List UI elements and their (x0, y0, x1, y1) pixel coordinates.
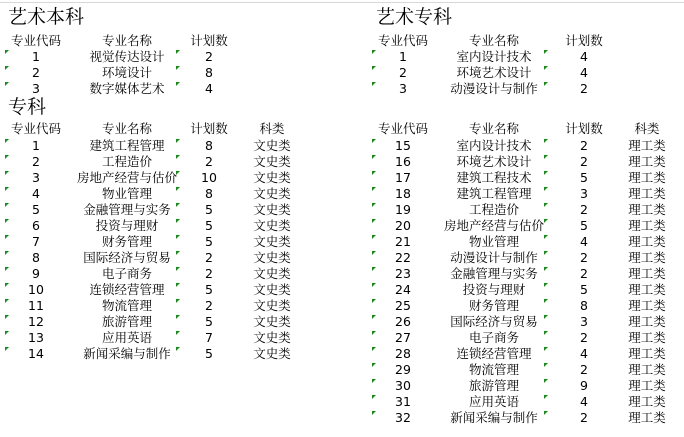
cell-name: 室内设计技术 (456, 138, 532, 153)
cell-name: 工程造价 (101, 154, 152, 169)
cell-marker (372, 235, 376, 239)
cell-code: 14 (28, 346, 44, 361)
cell-plan: 8 (205, 65, 213, 80)
column-header-plan: 计划数 (190, 121, 228, 136)
cell-category: 文史类 (253, 234, 291, 249)
cell-marker (544, 50, 548, 54)
cell-plan: 5 (205, 234, 213, 249)
cell-plan: 2 (580, 250, 588, 265)
cell-marker (544, 82, 548, 86)
cell-name: 金融管理与实务 (83, 202, 171, 217)
cell-code: 12 (28, 314, 44, 329)
cell-plan: 4 (205, 81, 213, 96)
cell-plan: 2 (580, 81, 588, 96)
cell-marker (544, 219, 548, 223)
column-header-code: 专业代码 (10, 121, 61, 136)
cell-plan: 2 (580, 362, 588, 377)
cell-code: 18 (395, 186, 411, 201)
cell-plan: 3 (580, 314, 588, 329)
cell-code: 3 (32, 81, 40, 96)
cell-code: 9 (32, 266, 40, 281)
cell-name: 投资与理财 (462, 282, 526, 297)
cell-marker (372, 251, 376, 255)
cell-plan: 2 (580, 154, 588, 169)
cell-code: 25 (395, 298, 411, 313)
cell-name: 物流管理 (468, 362, 519, 377)
cell-marker (372, 267, 376, 271)
cell-name: 物业管理 (468, 234, 519, 249)
cell-marker (176, 299, 180, 303)
cell-code: 21 (395, 234, 411, 249)
cell-code: 20 (395, 218, 411, 233)
cell-name: 建筑工程管理 (456, 186, 532, 201)
cell-code: 27 (395, 330, 411, 345)
cell-name: 电子商务 (101, 266, 152, 281)
cell-code: 3 (32, 170, 40, 185)
cell-marker (372, 315, 376, 319)
cell-plan: 5 (205, 282, 213, 297)
cell-marker (176, 251, 180, 255)
cell-marker (544, 66, 548, 70)
cell-marker (544, 203, 548, 207)
cell-code: 16 (395, 154, 411, 169)
cell-code: 17 (395, 170, 411, 185)
cell-marker (372, 155, 376, 159)
cell-name: 投资与理财 (95, 218, 159, 233)
cell-name: 环境艺术设计 (456, 154, 532, 169)
cell-name: 房地产经营与估价 (76, 170, 177, 185)
cell-marker (544, 155, 548, 159)
cell-category: 理工类 (628, 378, 666, 393)
cell-code: 1 (32, 138, 40, 153)
cell-category: 理工类 (628, 410, 666, 425)
cell-marker (176, 171, 180, 175)
cell-plan: 4 (580, 234, 588, 249)
cell-marker (5, 299, 9, 303)
cell-marker (544, 251, 548, 255)
cell-category: 文史类 (253, 346, 291, 361)
cell-code: 2 (399, 65, 407, 80)
cell-name: 数字媒体艺术 (89, 81, 165, 96)
cell-code: 23 (395, 266, 411, 281)
cell-marker (372, 395, 376, 399)
cell-marker (544, 187, 548, 191)
cell-marker (544, 267, 548, 271)
column-header-name: 专业名称 (101, 33, 152, 48)
cell-plan: 8 (205, 186, 213, 201)
cell-category: 文史类 (253, 330, 291, 345)
column-header-category: 科类 (259, 121, 285, 136)
college-title: 专科 (8, 96, 47, 118)
cell-name: 国际经济与贸易 (83, 250, 171, 265)
cell-category: 理工类 (628, 362, 666, 377)
cell-marker (372, 363, 376, 367)
cell-marker (5, 331, 9, 335)
cell-plan: 4 (580, 49, 588, 64)
cell-marker (372, 82, 376, 86)
cell-marker (5, 251, 9, 255)
column-header-name: 专业名称 (468, 33, 519, 48)
cell-plan: 2 (580, 138, 588, 153)
cell-name: 动漫设计与制作 (450, 250, 538, 265)
cell-plan: 3 (580, 186, 588, 201)
cell-marker (5, 347, 9, 351)
cell-code: 30 (395, 378, 411, 393)
cell-marker (5, 267, 9, 271)
cell-name: 建筑工程技术 (456, 170, 532, 185)
cell-marker (372, 411, 376, 415)
cell-marker (176, 139, 180, 143)
cell-code: 31 (395, 394, 411, 409)
cell-marker (5, 66, 9, 70)
cell-name: 房地产经营与估价 (443, 218, 544, 233)
cell-plan: 8 (205, 138, 213, 153)
cell-code: 4 (32, 186, 40, 201)
cell-name: 新闻采编与制作 (83, 346, 171, 361)
cell-marker (5, 82, 9, 86)
cell-name: 视觉传达设计 (89, 49, 165, 64)
cell-name: 室内设计技术 (456, 49, 532, 64)
cell-marker (372, 66, 376, 70)
cell-category: 文史类 (253, 202, 291, 217)
cell-marker (544, 363, 548, 367)
cell-marker (544, 395, 548, 399)
sheet-top-border (0, 2, 684, 3)
cell-code: 1 (32, 49, 40, 64)
cell-name: 连锁经营管理 (456, 346, 532, 361)
column-header-name: 专业名称 (468, 121, 519, 136)
cell-marker (176, 187, 180, 191)
cell-plan: 4 (580, 346, 588, 361)
cell-marker (176, 219, 180, 223)
cell-code: 7 (32, 234, 40, 249)
cell-name: 动漫设计与制作 (450, 81, 538, 96)
cell-plan: 5 (580, 218, 588, 233)
column-header-code: 专业代码 (377, 33, 428, 48)
cell-marker (372, 139, 376, 143)
cell-plan: 5 (205, 346, 213, 361)
cell-name: 财务管理 (468, 298, 519, 313)
cell-plan: 2 (205, 250, 213, 265)
cell-marker (176, 66, 180, 70)
cell-name: 环境艺术设计 (456, 65, 532, 80)
cell-name: 应用英语 (101, 330, 152, 345)
cell-name: 金融管理与实务 (450, 266, 538, 281)
cell-marker (544, 331, 548, 335)
cell-marker (176, 283, 180, 287)
cell-category: 理工类 (628, 394, 666, 409)
cell-category: 文史类 (253, 170, 291, 185)
cell-category: 文史类 (253, 186, 291, 201)
cell-category: 理工类 (628, 218, 666, 233)
cell-name: 建筑工程管理 (89, 138, 165, 153)
cell-marker (5, 203, 9, 207)
cell-category: 理工类 (628, 282, 666, 297)
cell-plan: 8 (580, 298, 588, 313)
cell-plan: 2 (205, 154, 213, 169)
cell-category: 文史类 (253, 314, 291, 329)
cell-marker (544, 347, 548, 351)
cell-marker (372, 347, 376, 351)
cell-plan: 4 (580, 394, 588, 409)
cell-category: 理工类 (628, 330, 666, 345)
cell-code: 28 (395, 346, 411, 361)
cell-code: 15 (395, 138, 411, 153)
cell-plan: 5 (580, 282, 588, 297)
cell-marker (372, 283, 376, 287)
cell-category: 理工类 (628, 346, 666, 361)
cell-code: 29 (395, 362, 411, 377)
cell-plan: 5 (205, 218, 213, 233)
cell-marker (176, 347, 180, 351)
cell-marker (544, 315, 548, 319)
cell-code: 6 (32, 218, 40, 233)
cell-plan: 2 (580, 330, 588, 345)
cell-category: 理工类 (628, 314, 666, 329)
cell-plan: 2 (205, 298, 213, 313)
cell-category: 理工类 (628, 138, 666, 153)
column-header-code: 专业代码 (10, 33, 61, 48)
cell-marker (372, 299, 376, 303)
cell-marker (5, 139, 9, 143)
cell-category: 文史类 (253, 282, 291, 297)
cell-category: 文史类 (253, 154, 291, 169)
cell-marker (5, 171, 9, 175)
cell-plan: 2 (580, 266, 588, 281)
cell-marker (176, 50, 180, 54)
cell-name: 物业管理 (101, 186, 152, 201)
cell-code: 1 (399, 49, 407, 64)
cell-marker (5, 187, 9, 191)
cell-category: 文史类 (253, 298, 291, 313)
cell-marker (372, 331, 376, 335)
art-college-title: 艺术专科 (376, 6, 453, 28)
cell-code: 3 (399, 81, 407, 96)
cell-marker (5, 50, 9, 54)
cell-name: 新闻采编与制作 (450, 410, 538, 425)
cell-name: 环境设计 (101, 65, 152, 80)
cell-marker (176, 235, 180, 239)
cell-plan: 9 (580, 378, 588, 393)
cell-name: 物流管理 (101, 298, 152, 313)
cell-name: 国际经济与贸易 (450, 314, 538, 329)
column-header-plan: 计划数 (190, 33, 228, 48)
column-header-code: 专业代码 (377, 121, 428, 136)
cell-marker (544, 379, 548, 383)
cell-code: 24 (395, 282, 411, 297)
cell-marker (176, 315, 180, 319)
cell-category: 文史类 (253, 266, 291, 281)
cell-marker (5, 155, 9, 159)
cell-code: 32 (395, 410, 411, 425)
cell-marker (5, 283, 9, 287)
cell-marker (544, 411, 548, 415)
cell-code: 10 (28, 282, 44, 297)
cell-code: 11 (28, 298, 44, 313)
cell-category: 理工类 (628, 186, 666, 201)
cell-plan: 10 (201, 170, 217, 185)
cell-category: 文史类 (253, 138, 291, 153)
cell-code: 13 (28, 330, 44, 345)
column-header-name: 专业名称 (101, 121, 152, 136)
cell-marker (372, 219, 376, 223)
cell-name: 旅游管理 (101, 314, 152, 329)
cell-code: 5 (32, 202, 40, 217)
cell-name: 财务管理 (101, 234, 152, 249)
cell-category: 文史类 (253, 218, 291, 233)
cell-marker (176, 82, 180, 86)
cell-marker (544, 283, 548, 287)
cell-plan: 5 (205, 202, 213, 217)
cell-marker (5, 235, 9, 239)
cell-marker (544, 299, 548, 303)
cell-code: 8 (32, 250, 40, 265)
cell-category: 文史类 (253, 250, 291, 265)
cell-marker (5, 219, 9, 223)
cell-plan: 2 (580, 202, 588, 217)
art-undergrad-title: 艺术本科 (8, 6, 85, 28)
cell-plan: 5 (205, 314, 213, 329)
cell-marker (5, 315, 9, 319)
cell-plan: 2 (580, 410, 588, 425)
cell-marker (544, 171, 548, 175)
cell-code: 2 (32, 154, 40, 169)
cell-plan: 2 (205, 266, 213, 281)
column-header-plan: 计划数 (565, 121, 603, 136)
cell-name: 电子商务 (468, 330, 519, 345)
cell-marker (544, 139, 548, 143)
cell-name: 旅游管理 (468, 378, 519, 393)
cell-marker (372, 50, 376, 54)
cell-code: 2 (32, 65, 40, 80)
cell-name: 工程造价 (468, 202, 519, 217)
cell-marker (372, 379, 376, 383)
cell-marker (372, 171, 376, 175)
cell-code: 26 (395, 314, 411, 329)
cell-plan: 2 (205, 49, 213, 64)
cell-plan: 4 (580, 65, 588, 80)
cell-plan: 5 (580, 170, 588, 185)
cell-category: 理工类 (628, 154, 666, 169)
cell-name: 连锁经营管理 (89, 282, 165, 297)
cell-category: 理工类 (628, 202, 666, 217)
cell-marker (176, 155, 180, 159)
cell-marker (372, 203, 376, 207)
cell-marker (544, 235, 548, 239)
column-header-category: 科类 (634, 121, 660, 136)
cell-code: 22 (395, 250, 411, 265)
cell-name: 应用英语 (468, 394, 519, 409)
cell-marker (372, 187, 376, 191)
cell-category: 理工类 (628, 170, 666, 185)
cell-marker (176, 331, 180, 335)
cell-category: 理工类 (628, 266, 666, 281)
cell-marker (176, 203, 180, 207)
cell-category: 理工类 (628, 234, 666, 249)
cell-category: 理工类 (628, 250, 666, 265)
column-header-plan: 计划数 (565, 33, 603, 48)
cell-plan: 7 (205, 330, 213, 345)
cell-code: 19 (395, 202, 411, 217)
cell-marker (176, 267, 180, 271)
cell-category: 理工类 (628, 298, 666, 313)
